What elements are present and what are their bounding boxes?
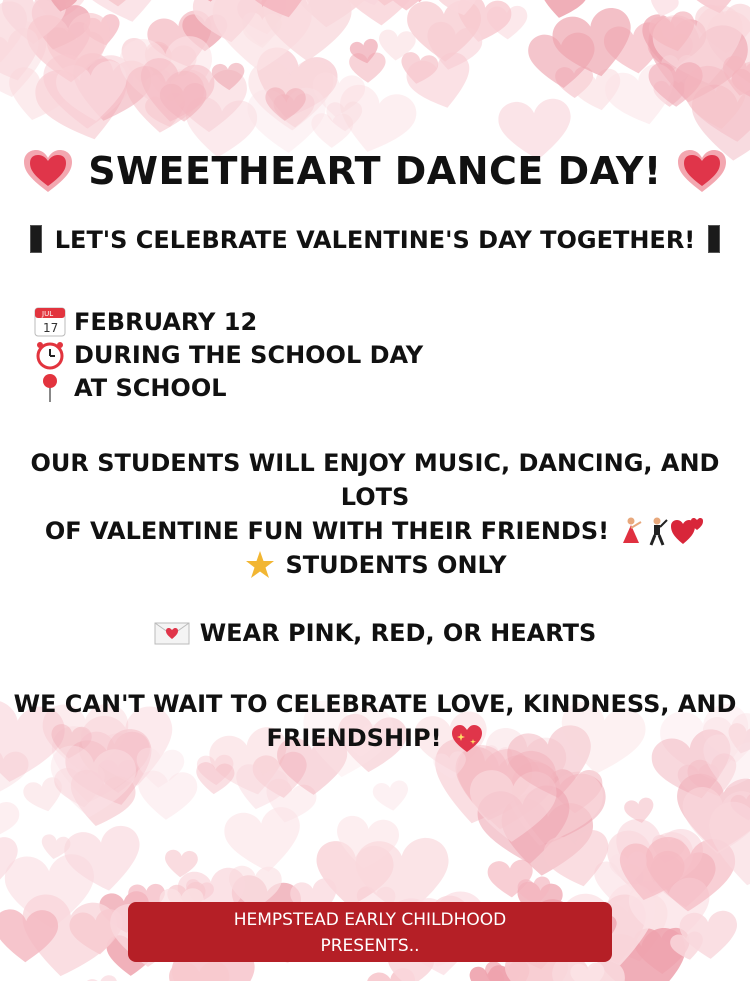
description-line-2-row — [45, 514, 705, 548]
closing — [0, 687, 750, 755]
dancer-icon — [617, 516, 645, 546]
presenter-line-1: HEMPSTEAD EARLY CHILDHOOD — [233, 910, 507, 930]
presenter-line-2: PRESENTS.. — [320, 936, 420, 956]
closing-line-1: WE CAN'T WAIT TO CELEBRATE LOVE, KINDNESS, AND — [13, 690, 737, 718]
alarm-clock-icon — [34, 340, 66, 370]
students-only-row — [0, 548, 750, 590]
detail-date — [34, 305, 423, 338]
description-line-1: OUR STUDENTS WILL ENJOY MUSIC, DANCING, AND LOTS — [30, 449, 720, 511]
calendar-icon — [34, 307, 66, 337]
closing-line-2-row — [266, 721, 483, 755]
dress-code-row — [0, 616, 750, 655]
background-heart — [222, 805, 306, 878]
presenter-banner — [128, 902, 612, 962]
background-heart — [372, 779, 411, 813]
background-heart — [623, 796, 656, 825]
subtitle-row — [0, 226, 750, 255]
missing-glyph-icon — [708, 225, 720, 253]
detail-time-text: DURING THE SCHOOL DAY — [74, 340, 424, 369]
event-details — [34, 305, 423, 404]
detail-date-text: FEBRUARY 12 — [74, 307, 258, 336]
background-heart — [570, 962, 606, 981]
students-only-text: STUDENTS ONLY — [285, 551, 507, 579]
missing-glyph-icon — [30, 225, 42, 253]
subtitle: LET'S CELEBRATE VALENTINE'S DAY TOGETHER! — [54, 226, 696, 254]
two-hearts-icon — [669, 516, 705, 546]
sparkling-heart-icon — [450, 723, 484, 753]
star-icon — [244, 549, 276, 581]
closing-line-2: FRIENDSHIP! — [266, 724, 442, 752]
heart-icon — [22, 148, 74, 194]
calendar-month: JUL — [42, 309, 54, 318]
pin-icon — [34, 373, 66, 403]
man-dancing-icon — [645, 516, 669, 546]
description-line-2: OF VALENTINE FUN WITH THEIR FRIENDS! — [44, 517, 610, 545]
background-heart — [82, 974, 121, 981]
detail-time — [34, 338, 423, 371]
dress-code-text: WEAR PINK, RED, OR HEARTS — [199, 619, 597, 647]
page-title: SWEETHEART DANCE DAY! — [88, 149, 662, 193]
love-letter-icon — [154, 620, 190, 646]
calendar-day: 17 — [43, 320, 59, 335]
detail-location — [34, 371, 423, 404]
detail-location-text: AT SCHOOL — [74, 373, 227, 402]
heart-icon — [676, 148, 728, 194]
title-row — [0, 148, 750, 203]
description — [0, 446, 750, 548]
